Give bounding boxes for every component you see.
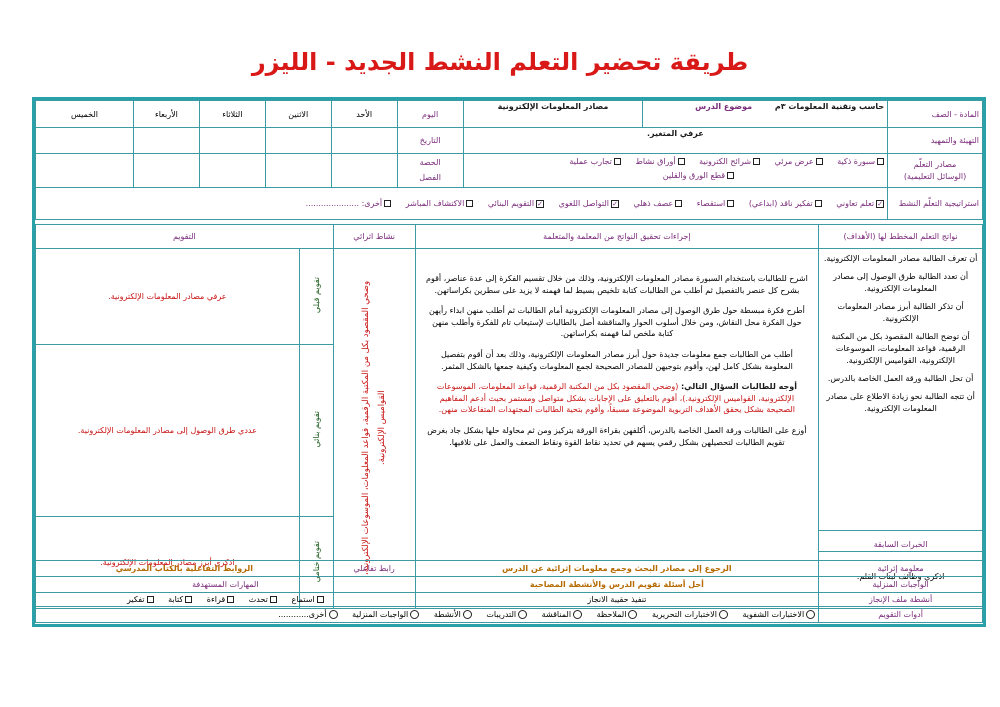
skill-thinking[interactable]: تفكير [127,595,154,604]
res-video[interactable]: عرض مرئي [775,157,823,166]
skills-label: المهارات المستهدفة [36,577,416,593]
checkbox-icon [227,596,234,603]
period-sun[interactable] [331,154,397,188]
tool-exercises[interactable]: التدريبات [486,610,527,619]
eval-type-formative: تقويم بنائي [299,345,333,517]
period-label: الحصة [419,158,441,168]
prior-value: اذكري وظائف لبنات القلم. [856,572,945,581]
checkbox-checked-icon: ✓ [612,199,618,208]
day-sun-cell: الأحد [331,101,397,128]
day-thu-cell: الخميس [36,101,134,128]
objective-item: أن تعرف الطالبة مصادر المعلومات الإلكترونية. [823,254,978,263]
tool-oral[interactable]: الاختبارات الشفوية [743,610,816,619]
homework-value: أحل أسئلة تقويم الدرس والأنشطة المصاحبة [415,577,819,593]
strategy-formative[interactable]: ✓التقويم البنائي [487,199,543,208]
radio-icon [806,610,815,619]
period-thu[interactable] [36,154,134,188]
radio-icon [518,610,527,619]
procedure-item: أطلب من الطالبات جمع معلومات جديدة حول أبرز مصادر المعلومات الإلكترونية، وذلك بعد أن أقوم بتفصيل المعلومة بشكل كامل لهن، وأقوم بتوجيهن للمصادر الصحيحة لجمع المعلومات وكيفية جمعها بالشكل المثمر. [440,349,793,371]
procedure-item: أطرح فكرة مبسطة حول طرق الوصول إلى مصادر المعلومات الإلكترونية أمام الطالبات ثم أطلب منهن ابداء رأيهن حول الفكرة محل النقاش، ومن خلال أسلوب الحوار والمناقشة أصل بالطالبات لإستيعاب تام للفكرة وأطلب منهن كتابة ملخص لما فهمنه بكراساتهن. [428,306,805,339]
subject-value-cell [643,101,888,128]
checkbox-icon [877,158,884,165]
footer-table [35,560,983,623]
date-label: التاريخ [397,128,463,154]
skill-reading[interactable]: قراءة [207,595,234,604]
eval-formative-text: عددي طرق الوصول إلى مصادر المعلومات الإلكترونية. [36,345,300,517]
checkbox-icon [384,200,391,207]
checkbox-icon [614,158,621,165]
checkbox-icon [466,200,473,207]
resources-label [888,154,983,188]
day-mon-cell: الاثنين [265,101,331,128]
checkbox-icon [675,200,682,207]
date-wed[interactable] [133,128,199,154]
procedure-item: أوجه للطالبات السؤال التالي: (وضحي المقصود بكل من المكتبة الرقمية، قواعد المعلومات، الموسوعات الإلكترونية، القواميس الإلكترونية.)، أقوم بالتعليق على الإجابات بشكل متواصل ومستمر بحيث أدعم المفاهيم الصحيحة بشكل يحقق الأهداف التربوية الموضوعة مسبقاً، وأقوم بتحية الطالبات المجتهدات المتفاعلات منهن. [436,382,797,415]
interactive-link-value[interactable]: الروابط التفاعلية بالكتاب المدرسي [36,561,334,577]
res-slides[interactable]: شرائح الكترونية [699,157,760,166]
day-tue-cell: الثلاثاء [199,101,265,128]
res-experiments[interactable]: تجارب عملية [569,157,621,166]
procedure-item: أوزع على الطالبات ورقة العمل الخاصة بالدرس، أكلفهن بقراءة الورقة بتركيز ومن ثم محاولة حلها بشكل جاد بغرض تقويم الطالبات لتحصيلهن بشكل رقمي يسهم في تحديد نقاط القوة ونقاط الضعف والعمل على تلافيها. [427,425,807,447]
checkbox-icon [270,596,277,603]
resources-label-1: مصادر التعلّم [913,159,957,169]
subject-value-text: حاسب وتقنية المعلومات ٣م [774,102,885,111]
radio-icon [719,610,728,619]
procedures-header: إجراءات تحقيق النواتج من المعلمة والمتعلمة [415,225,819,249]
procedures-cell [415,249,819,609]
homework-label: الواجبات المنزلية [819,577,983,593]
objective-item: أن تحل الطالبة ورقة العمل الخاصة بالدرس. [827,374,974,383]
strategy-inquiry[interactable]: استقصاء [697,199,735,208]
checkbox-icon [727,172,734,179]
enrich-info-label: معلومة إثرائية [819,561,983,577]
prior-label: الخبرات السابقة [819,538,982,552]
checkbox-checked-icon: ✓ [877,199,884,208]
day-wed-cell: الأربعاء [133,101,199,128]
eval-type-pre: تقويم قبلي [299,249,333,345]
skill-writing[interactable]: كتابة [168,595,192,604]
page-title: طريقة تحضير التعلم النشط الجديد - الليزر [251,48,749,76]
res-smartboard[interactable]: سبورة ذكية [837,157,884,166]
skill-speaking[interactable]: تحدث [249,595,277,604]
portfolio-value: تنفيذ حقيبة الانجاز [415,593,819,607]
checkbox-icon [753,158,760,165]
eval-pre-text: عرفي مصادر المعلومات الإلكترونية. [36,249,300,345]
strategy-options [36,188,888,220]
interactive-link-label: رابط تفاعلي [333,561,415,577]
strategy-label: استراتيجية التعلّم النشط [888,188,983,220]
objectives-header: نواتج التعلم المخطط لها (الأهداف) [819,225,983,249]
tool-written[interactable]: الاختبارات التحريرية [652,610,728,619]
checkbox-icon [727,200,734,207]
radio-icon [410,610,419,619]
radio-icon [329,610,338,619]
radio-icon [463,610,472,619]
radio-icon [628,610,637,619]
res-worksheets[interactable]: أوراق نشاط [635,157,684,166]
warmup-label: التهيئة والتمهيد [888,128,983,154]
tool-activities[interactable]: الأنشطة [434,610,472,619]
eval-final-text: اذكري أبرز مصادر المعلومات الإلكترونية. [36,517,300,609]
tool-discussion[interactable]: المناقشة [542,610,582,619]
strategy-discovery[interactable]: الاكتشاف المباشر [406,199,474,208]
resources-label-2: (الوسائل التعليمية) [903,171,967,181]
checkbox-icon [816,158,823,165]
date-tue[interactable] [199,128,265,154]
evaluation-header: التقويم [36,225,334,249]
enrich-info-value: الرجوع إلى مصادر البحث وجمع معلومات إثرائية عن الدرس [415,561,819,577]
tool-observation[interactable]: الملاحظة [597,610,638,619]
period-class-labels [397,154,463,188]
tools-label: أدوات التقويم [819,607,983,623]
portfolio-label: أنشطة ملف الإنجاز [819,593,983,607]
objective-item: أن توضح الطالبة المقصود بكل من المكتبة الرقمية، قواعد المعلومات، الموسوعات الإلكترونية، القواميس الإلكترونية. [831,332,970,365]
enrichment-text: وضحي المقصود بكل من المكتبة الرقمية، قواعد المعلومات، الموسوعات الإلكترونية، القواميس الإلكترونية. [361,280,388,575]
main-table [35,224,983,609]
objective-item: أن تذكر الطالبة أبرز مصادر المعلومات الإلكترونية. [837,302,964,323]
strategy-coop[interactable]: ✓تعلم تعاوني [836,199,884,208]
strategy-critical[interactable]: تفكير ناقد (ابداعي) [749,199,822,208]
period-wed[interactable] [133,154,199,188]
subject-label-cell: المادة - الصف [888,101,983,128]
skill-listening[interactable]: استماع [291,595,323,604]
tool-other[interactable]: أخرى............ [278,610,337,619]
topic-value-cell: مصادر المعلومات الإلكترونية [463,101,643,128]
enrichment-cell [333,249,415,609]
date-mon[interactable] [265,128,331,154]
procedure-item: اشرح للطالبات باستخدام السبورة مصادر المعلومات الإلكترونية، وذلك من خلال تقسيم الفكرة إلى عدة عناصر، أقوم بشرح كل عنصر بالتفصيل ثم أطلب من الطالبات كتابة تلخيص بسيط لما فهمنه لا يزيد على سطرين بكراساتهن. [426,274,808,295]
header-grid [35,100,983,220]
objective-item: أن تتجه الطالبة نحو زيادة الاطلاع على مصادر المعلومات الإلكترونية. [826,392,975,413]
objectives-cell [819,249,983,531]
skills-options [36,593,416,607]
checkbox-icon [678,158,685,165]
eval-type-final: تقويم ختامي [299,517,333,609]
checkbox-icon [147,596,154,603]
enrichment-header: نشاط اثرائي [333,225,415,249]
res-paper[interactable]: قطع الورق والقلين [663,171,734,180]
class-label: الفصل [419,172,441,182]
objective-item: أن تعدد الطالبة طرق الوصول إلى مصادر المعلومات الإلكترونية. [833,272,969,293]
topic-label-text: موضوع الدرس [695,102,753,111]
checkbox-checked-icon: ✓ [537,199,543,208]
resources-options [463,154,888,188]
date-sun[interactable] [331,128,397,154]
checkbox-icon [185,596,192,603]
tools-options [36,607,819,623]
period-tue[interactable] [199,154,265,188]
warmup-value: عرفي المتغير. [463,128,888,154]
strategy-brainstorm[interactable]: عصف ذهلي [634,199,683,208]
date-thu[interactable] [36,128,134,154]
strategy-communication[interactable]: ✓التواصل اللغوي [558,199,618,208]
period-mon[interactable] [265,154,331,188]
day-label-cell: اليوم [397,101,463,128]
checkbox-icon [317,596,324,603]
radio-icon [573,610,582,619]
tool-homework[interactable]: الواجبات المنزلية [352,610,419,619]
strategy-other[interactable]: أخرى: ..................... [306,199,391,208]
lesson-plan-frame [32,97,986,627]
checkbox-icon [815,200,822,207]
